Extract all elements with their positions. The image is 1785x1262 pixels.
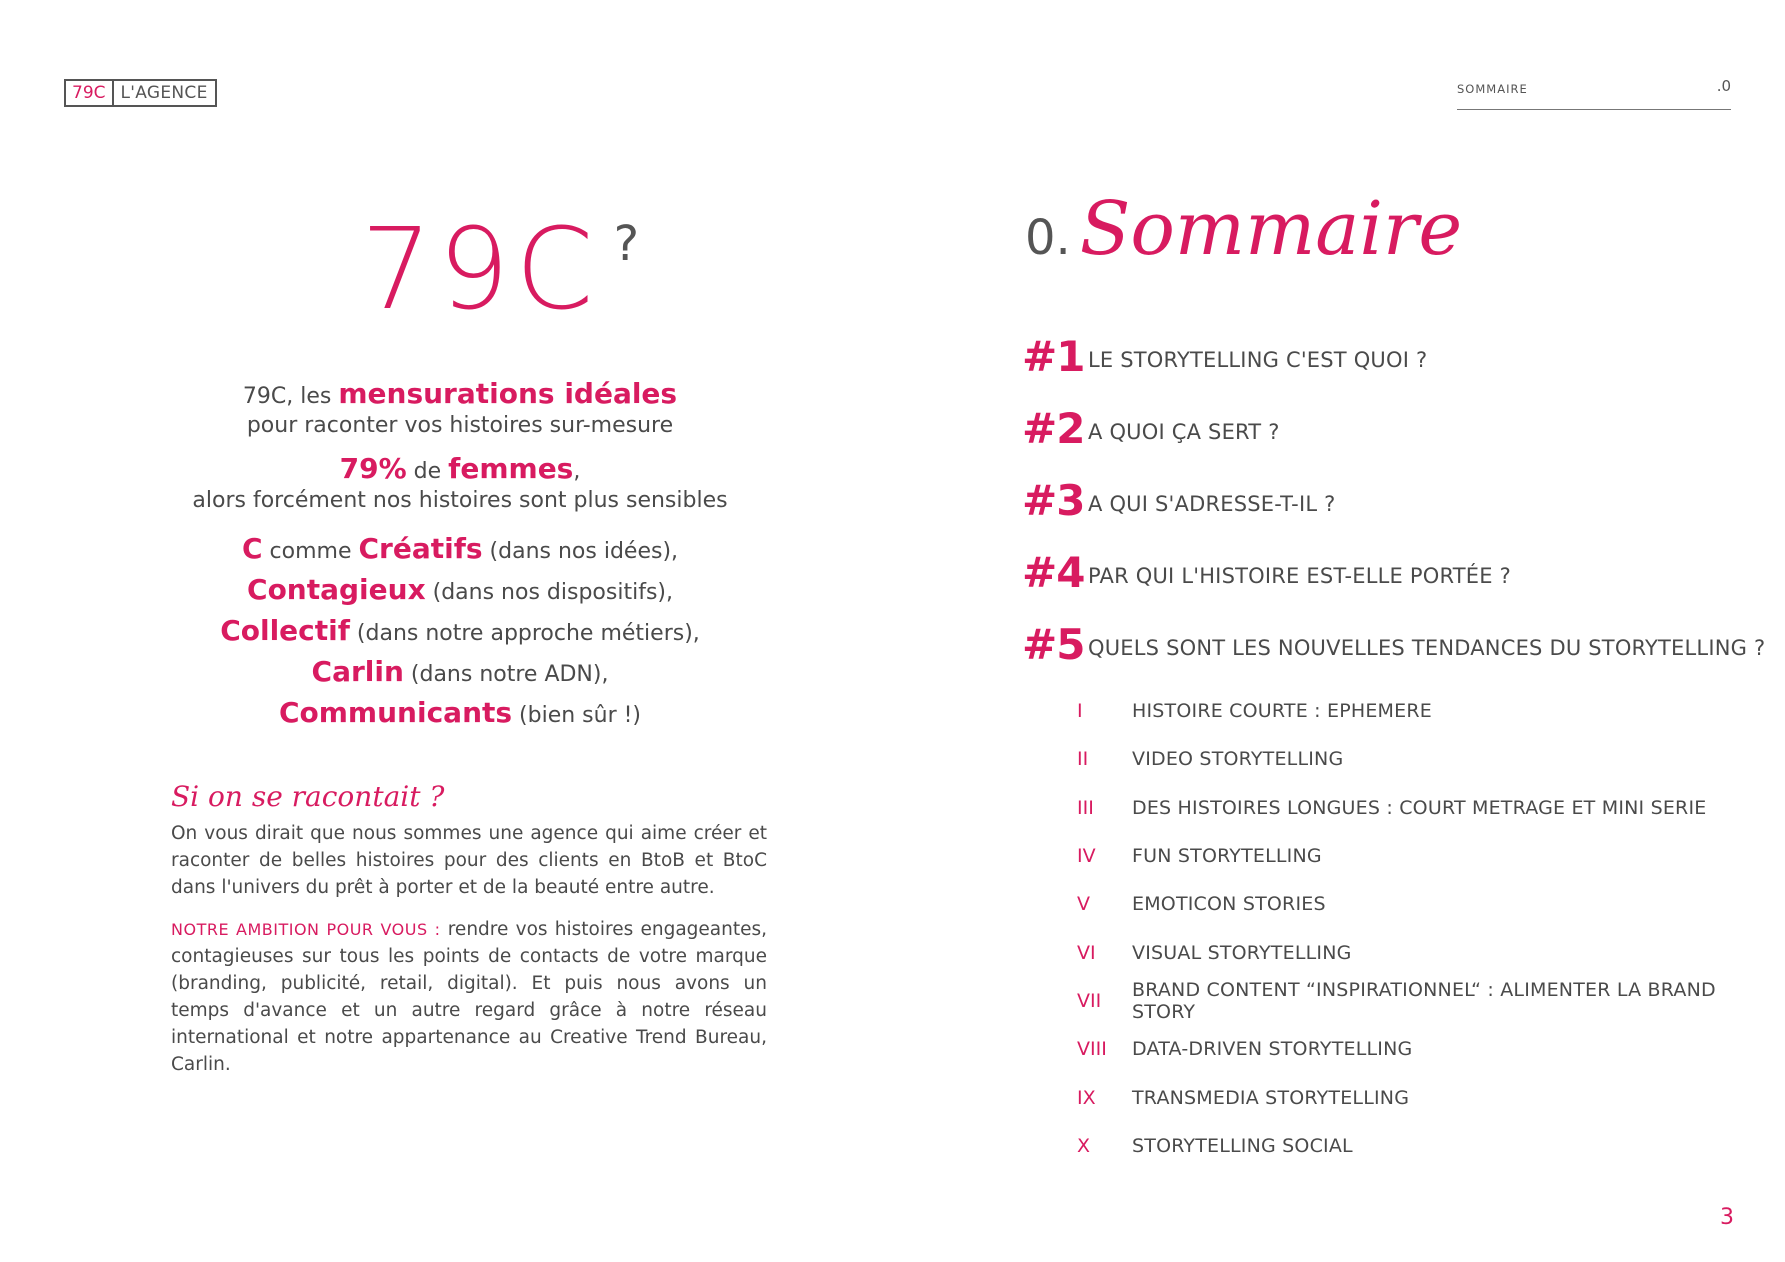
chapter-number: #4 xyxy=(1022,547,1085,597)
intro-text: (dans nos idées), xyxy=(482,539,679,564)
chapter-number: #3 xyxy=(1022,475,1085,525)
intro-block xyxy=(150,377,770,735)
c-line-1 xyxy=(150,530,770,571)
intro-text: comme xyxy=(262,539,359,564)
subchapter-title: DATA-DRIVEN STORYTELLING xyxy=(1132,1038,1413,1061)
subchapter-number: VIII xyxy=(1077,1038,1107,1061)
intro-line-1 xyxy=(150,377,770,412)
subchapter-item[interactable] xyxy=(1077,880,1785,928)
intro-highlight: C xyxy=(241,532,263,565)
chapter-item[interactable] xyxy=(1022,608,1765,680)
intro-highlight: Créatifs xyxy=(358,532,483,565)
subchapter-item[interactable] xyxy=(1077,1025,1785,1073)
subchapter-item[interactable] xyxy=(1077,832,1785,880)
c-line-4 xyxy=(150,653,770,694)
intro-text: 79C, les xyxy=(242,384,339,409)
intro-highlight: Contagieux xyxy=(247,573,426,606)
chapter-title: A QUI S'ADRESSE-T-IL ? xyxy=(1088,492,1336,516)
intro-line-4 xyxy=(150,487,770,516)
intro-text: alors forcément nos histoires sont plus sensibles xyxy=(192,488,728,513)
ambition-lead: NOTRE AMBITION POUR VOUS : xyxy=(171,920,441,939)
intro-highlight: Collectif xyxy=(220,614,350,647)
subchapter-item[interactable] xyxy=(1077,687,1785,735)
subchapter-number: III xyxy=(1077,796,1094,819)
intro-text: (dans nos dispositifs), xyxy=(425,580,673,605)
intro-text: , xyxy=(573,459,581,484)
chapter-title: LE STORYTELLING C'EST QUOI ? xyxy=(1088,348,1428,372)
subchapter-item[interactable] xyxy=(1077,735,1785,783)
intro-line-3 xyxy=(150,452,770,487)
intro-highlight: Carlin xyxy=(311,655,404,688)
subchapter-number: IX xyxy=(1077,1086,1096,1109)
subchapter-item[interactable] xyxy=(1077,1122,1785,1170)
subchapter-number: IV xyxy=(1077,845,1096,868)
subchapter-number: X xyxy=(1077,1134,1091,1157)
chapter-item[interactable] xyxy=(1022,464,1765,536)
subchapter-item[interactable] xyxy=(1077,928,1785,976)
subchapter-title: TRANSMEDIA STORYTELLING xyxy=(1132,1086,1410,1109)
subchapter-number: VII xyxy=(1077,989,1102,1012)
summary-title xyxy=(1025,186,1462,272)
subchapter-number: I xyxy=(1077,700,1083,723)
subchapter-number: V xyxy=(1077,893,1090,916)
intro-highlight: 79% xyxy=(339,452,407,485)
intro-text: pour raconter vos histoires sur-mesure xyxy=(246,413,674,438)
subchapter-number: VI xyxy=(1077,941,1096,964)
c-line-2 xyxy=(150,571,770,612)
intro-text: de xyxy=(406,459,449,484)
subchapter-title: BRAND CONTENT “INSPIRATIONNEL“ : ALIMENTER LA BRAND STORY xyxy=(1131,978,1716,1023)
body-paragraph-1: On vous dirait que nous sommes une agence qui aime créer et raconter de belles histoires pour des clients en BtoB et BtoC dans l'univers du prêt à porter et de la beauté entre autre. xyxy=(171,823,767,898)
intro-line-2 xyxy=(150,412,770,441)
intro-text: (dans notre approche métiers), xyxy=(349,621,700,646)
intro-text: (dans notre ADN), xyxy=(403,662,609,687)
agency-logo xyxy=(64,79,217,107)
chapter-item[interactable] xyxy=(1022,392,1765,464)
subchapter-title: VISUAL STORYTELLING xyxy=(1132,941,1352,964)
subheading: Si on se racontait ? xyxy=(171,780,445,813)
subchapter-item[interactable] xyxy=(1077,1073,1785,1121)
chapter-title: QUELS SONT LES NOUVELLES TENDANCES DU STORYTELLING ? xyxy=(1088,636,1766,660)
subchapter-number: II xyxy=(1077,748,1089,771)
subchapter-item[interactable] xyxy=(1077,977,1785,1025)
chapter-title: A QUOI ÇA SERT ? xyxy=(1088,420,1280,444)
c-line-3 xyxy=(150,612,770,653)
chapter-item[interactable] xyxy=(1022,320,1765,392)
subchapter-item[interactable] xyxy=(1077,784,1785,832)
section-header xyxy=(1457,76,1731,110)
page-title-79c xyxy=(300,205,700,335)
subchapter-title: EMOTICON STORIES xyxy=(1132,893,1326,916)
page-number: 3 xyxy=(1720,1205,1734,1230)
logo-79c: 79C xyxy=(66,81,114,105)
intro-highlight: femmes xyxy=(448,452,574,485)
subchapter-title: HISTOIRE COURTE : EPHEMERE xyxy=(1132,700,1432,723)
body-paragraph-2 xyxy=(171,916,767,1078)
ambition-text: rendre vos histoires engageantes, contagieuses sur tous les points de contacts de votre marque (branding, publicité, retail, digital). Et puis nous avons un temps d'avance et un autre regard grâce à notre réseau international et notre appartenance au Creative Trend Bureau, Carlin. xyxy=(171,919,767,1075)
section-number: .0 xyxy=(1716,77,1731,95)
subchapter-title: STORYTELLING SOCIAL xyxy=(1132,1134,1353,1157)
intro-highlight: mensurations idéales xyxy=(338,377,678,410)
intro-text: (bien sûr !) xyxy=(512,703,642,728)
chapter-number: #2 xyxy=(1022,403,1085,453)
c-line-5 xyxy=(150,694,770,735)
subchapter-title: FUN STORYTELLING xyxy=(1132,845,1322,868)
subchapter-list xyxy=(1077,687,1785,1170)
title-question-mark: ? xyxy=(613,216,640,272)
summary-title-number: 0. xyxy=(1025,210,1071,266)
chapter-number: #5 xyxy=(1022,619,1085,669)
subchapter-title: VIDEO STORYTELLING xyxy=(1132,748,1344,771)
summary-title-word: Sommaire xyxy=(1079,186,1463,272)
section-label: SOMMAIRE xyxy=(1457,82,1528,96)
chapter-list xyxy=(1022,320,1765,680)
chapter-title: PAR QUI L'HISTOIRE EST-ELLE PORTÉE ? xyxy=(1088,564,1511,588)
intro-highlight: Communicants xyxy=(278,696,513,729)
subchapter-title: DES HISTOIRES LONGUES : COURT METRAGE ET MINI SERIE xyxy=(1132,796,1707,819)
chapter-item[interactable] xyxy=(1022,536,1765,608)
title-79c: 79C xyxy=(360,205,600,335)
logo-agence: L'AGENCE xyxy=(120,83,208,103)
chapter-number: #1 xyxy=(1022,331,1085,381)
